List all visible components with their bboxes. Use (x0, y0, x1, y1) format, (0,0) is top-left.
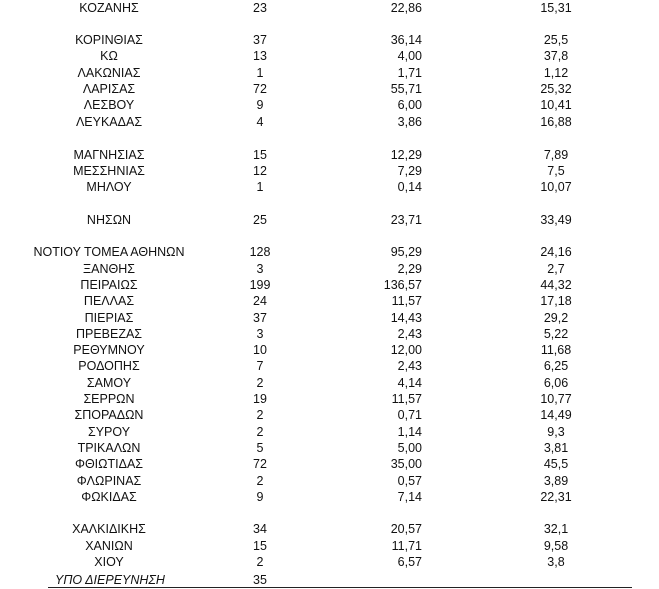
cases-cell: 2 (256, 376, 264, 390)
rate-cell: 45,5 (543, 457, 569, 471)
table-row (0, 97, 659, 113)
cases-cell: 19 (253, 392, 267, 406)
cases-cell: 3 (256, 327, 264, 341)
rate-cell: 44,32 (540, 278, 572, 292)
rate-cell: 6,25 (543, 359, 569, 373)
value-cell: 35,00 (390, 457, 422, 471)
region-name-cell: ΚΩ (100, 49, 118, 63)
table-row (0, 424, 659, 440)
value-cell: 23,71 (390, 213, 422, 227)
cases-cell: 35 (253, 573, 267, 587)
value-cell: 12,00 (390, 343, 422, 357)
region-name-cell: ΞΑΝΘΗΣ (83, 262, 135, 276)
region-name-cell: ΣΑΜΟΥ (86, 376, 132, 390)
value-cell: 36,14 (390, 33, 422, 47)
rate-cell: 3,8 (547, 555, 565, 569)
rate-cell: 11,68 (540, 343, 572, 357)
rate-cell: 6,06 (543, 376, 569, 390)
table-row (0, 81, 659, 97)
rate-cell: 9,58 (543, 539, 569, 553)
cases-cell: 2 (256, 425, 264, 439)
rate-cell: 7,5 (547, 164, 565, 178)
table-row (0, 375, 659, 391)
cases-cell: 72 (253, 82, 267, 96)
cases-cell: 2 (256, 408, 264, 422)
rate-cell (520, 572, 592, 588)
region-name-cell: ΥΠΟ ΔΙΕΡΕΥΝΗΣΗ (55, 573, 165, 587)
region-name-cell: ΦΘΙΩΤΙΔΑΣ (74, 457, 144, 471)
rate-cell: 22,31 (540, 490, 572, 504)
rate-cell: 16,88 (540, 115, 572, 129)
cases-cell: 24 (253, 294, 267, 308)
cases-cell: 7 (256, 359, 264, 373)
cases-cell: 5 (256, 441, 264, 455)
cases-cell: 12 (253, 164, 267, 178)
region-name-cell: ΡΟΔΟΠΗΣ (78, 359, 140, 373)
region-name-cell: ΛΕΣΒΟΥ (83, 98, 135, 112)
value-cell: 1,14 (397, 425, 422, 439)
table-row (0, 326, 659, 342)
cases-cell: 23 (253, 1, 267, 15)
value-cell: 2,29 (397, 262, 422, 276)
value-cell: 2,43 (397, 359, 422, 373)
rate-cell: 2,7 (547, 262, 565, 276)
value-cell: 0,14 (397, 180, 422, 194)
value-cell: 1,71 (397, 66, 422, 80)
region-name-cell: ΝΗΣΩΝ (86, 213, 132, 227)
value-cell: 11,57 (391, 392, 422, 406)
region-name-cell: ΧΑΝΙΩΝ (85, 539, 133, 553)
value-cell: 11,71 (391, 539, 422, 553)
cases-cell: 37 (253, 311, 267, 325)
cases-cell: 3 (256, 262, 264, 276)
rate-cell: 15,31 (540, 1, 572, 15)
rate-cell: 9,3 (547, 425, 565, 439)
value-cell: 55,71 (390, 82, 422, 96)
value-cell: 20,57 (390, 522, 422, 536)
cases-cell: 2 (256, 555, 264, 569)
rate-cell: 10,77 (540, 392, 572, 406)
value-cell: 11,57 (391, 294, 422, 308)
cases-cell: 1 (256, 180, 264, 194)
rate-cell: 32,1 (543, 522, 569, 536)
region-name-cell: ΜΑΓΝΗΣΙΑΣ (73, 148, 145, 162)
value-cell: 2,43 (397, 327, 422, 341)
value-cell: 0,57 (397, 474, 422, 488)
cases-cell: 9 (256, 490, 264, 504)
cases-cell: 1 (256, 66, 264, 80)
table-row (0, 407, 659, 423)
value-cell: 7,29 (397, 164, 422, 178)
rate-cell: 7,89 (543, 148, 569, 162)
table-row (0, 489, 659, 505)
region-name-cell: ΧΑΛΚΙΔΙΚΗΣ (72, 522, 146, 536)
region-name-cell: ΛΑΡΙΣΑΣ (82, 82, 136, 96)
table-row (0, 293, 659, 309)
table-row (0, 572, 659, 588)
region-name-cell: ΧΙΟΥ (94, 555, 124, 569)
rate-cell: 29,2 (543, 311, 569, 325)
value-cell: 6,57 (397, 555, 422, 569)
value-cell: 12,29 (390, 148, 422, 162)
cases-cell: 15 (253, 539, 267, 553)
table-row (0, 261, 659, 277)
table-row (0, 32, 659, 48)
cases-cell: 128 (249, 245, 271, 259)
region-name-cell: ΣΥΡΟΥ (87, 425, 131, 439)
rate-cell: 25,32 (540, 82, 572, 96)
region-name-cell: ΛΕΥΚΑΔΑΣ (75, 115, 143, 129)
region-name-cell: ΚΟΡΙΝΘΙΑΣ (75, 33, 143, 47)
region-name-cell: ΠΙΕΡΙΑΣ (84, 311, 134, 325)
cases-cell: 15 (253, 148, 267, 162)
value-cell: 5,00 (397, 441, 422, 455)
value-cell: 14,43 (390, 311, 422, 325)
table-row (0, 114, 659, 130)
cases-cell: 72 (253, 457, 267, 471)
rate-cell: 10,07 (540, 180, 572, 194)
value-cell: 22,86 (390, 1, 422, 15)
region-name-cell: ΚΟΖΑΝΗΣ (79, 1, 139, 15)
region-name-cell: ΠΕΙΡΑΙΩΣ (80, 278, 138, 292)
rate-cell: 14,49 (540, 408, 572, 422)
cases-cell: 34 (253, 522, 267, 536)
rate-cell: 10,41 (540, 98, 572, 112)
table-row (0, 65, 659, 81)
table-row (0, 310, 659, 326)
rate-cell: 1,12 (543, 66, 569, 80)
table-row (0, 0, 659, 16)
region-name-cell: ΡΕΘΥΜΝΟΥ (73, 343, 145, 357)
region-name-cell: ΛΑΚΩΝΙΑΣ (77, 66, 141, 80)
table-row (0, 163, 659, 179)
cases-cell: 25 (253, 213, 267, 227)
table-row (0, 342, 659, 358)
value-cell: 6,00 (397, 98, 422, 112)
table-row (0, 440, 659, 456)
region-name-cell: ΜΕΣΣΗΝΙΑΣ (73, 164, 145, 178)
region-name-cell: ΜΗΛΟΥ (86, 180, 132, 194)
rate-cell: 3,81 (543, 441, 569, 455)
table-bottom-rule (48, 587, 632, 588)
rate-cell: 3,89 (543, 474, 569, 488)
table-row (0, 391, 659, 407)
cases-cell: 37 (253, 33, 267, 47)
rate-cell: 17,18 (540, 294, 572, 308)
table-row (0, 212, 659, 228)
table-row (0, 147, 659, 163)
table-row (0, 473, 659, 489)
table-row (0, 48, 659, 64)
rate-cell: 5,22 (543, 327, 569, 341)
region-name-cell: ΠΡΕΒΕΖΑΣ (75, 327, 143, 341)
table-row (0, 538, 659, 554)
region-name-cell: ΤΡΙΚΑΛΩΝ (77, 441, 141, 455)
rate-cell: 33,49 (540, 213, 572, 227)
value-cell: 3,86 (397, 115, 422, 129)
cases-cell: 9 (256, 98, 264, 112)
value-cell (380, 572, 422, 588)
table-row (0, 179, 659, 195)
cases-cell: 4 (256, 115, 264, 129)
table-row (0, 358, 659, 374)
table-row (0, 521, 659, 537)
value-cell: 95,29 (390, 245, 422, 259)
rate-cell: 25,5 (543, 33, 569, 47)
table-row (0, 554, 659, 570)
value-cell: 4,14 (397, 376, 422, 390)
value-cell: 7,14 (397, 490, 422, 504)
rate-cell: 37,8 (543, 49, 569, 63)
cases-cell: 199 (249, 278, 271, 292)
table-row (0, 277, 659, 293)
value-cell: 0,71 (397, 408, 422, 422)
table-row (0, 456, 659, 472)
region-name-cell: ΝΟΤΙΟΥ ΤΟΜΕΑ ΑΘΗΝΩΝ (33, 245, 185, 259)
value-cell: 4,00 (397, 49, 422, 63)
cases-cell: 2 (256, 474, 264, 488)
cases-cell: 13 (253, 49, 267, 63)
region-name-cell: ΦΛΩΡΙΝΑΣ (76, 474, 142, 488)
rate-cell: 24,16 (540, 245, 572, 259)
cases-cell: 10 (253, 343, 267, 357)
region-name-cell: ΠΕΛΛΑΣ (83, 294, 135, 308)
region-name-cell: ΣΠΟΡΑΔΩΝ (74, 408, 144, 422)
region-name-cell: ΣΕΡΡΩΝ (83, 392, 135, 406)
region-name-cell: ΦΩΚΙΔΑΣ (81, 490, 137, 504)
value-cell: 136,57 (383, 278, 422, 292)
table-row (0, 244, 659, 260)
